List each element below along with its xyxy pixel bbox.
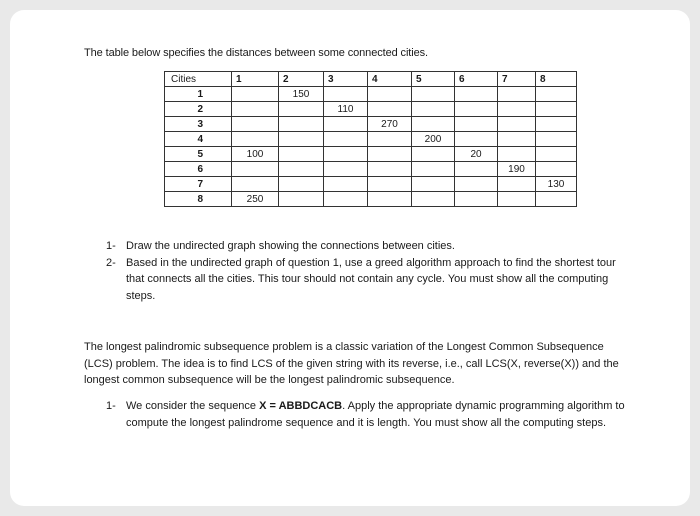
table-cell <box>536 102 577 117</box>
table-cell <box>536 117 577 132</box>
question-text-after: . Apply the appropriate dynamic programming algorithm to compute the longest palindrome sequence and it is length. You must show all the computing steps. <box>126 400 625 429</box>
column-header: 2 <box>279 72 324 87</box>
table-body <box>165 87 577 207</box>
table-cell <box>368 177 412 192</box>
table-cell <box>279 162 324 177</box>
question-number: 1- <box>106 400 116 412</box>
table-cell <box>498 102 536 117</box>
table-cell <box>324 147 368 162</box>
table-cell <box>412 177 455 192</box>
table-cell <box>455 177 498 192</box>
document-page <box>10 10 690 506</box>
table-cell <box>412 192 455 207</box>
table-row <box>165 102 577 117</box>
table-cell <box>324 87 368 102</box>
table-cell <box>324 132 368 147</box>
question-number: 2- <box>106 256 116 269</box>
table-cell <box>232 177 279 192</box>
sequence-value: X = ABBDCACB <box>259 400 343 412</box>
table-cell <box>498 87 536 102</box>
table-cell <box>279 147 324 162</box>
question-number: 1- <box>106 240 116 252</box>
table-row <box>165 87 577 102</box>
column-header: 7 <box>498 72 536 87</box>
row-header: 7 <box>165 177 232 192</box>
graph-questions-list <box>106 238 626 304</box>
table-cell <box>498 132 536 147</box>
table-cell <box>498 147 536 162</box>
table-row <box>165 177 577 192</box>
table-cell <box>536 132 577 147</box>
column-header: 5 <box>412 72 455 87</box>
question-text-before: We consider the sequence <box>126 400 260 412</box>
row-header: 6 <box>165 162 232 177</box>
question-text: Based in the undirected graph of question 1, use a greed algorithm approach to find the shortest tour that connects all the cities. This tour should not contain any cycle. You must show all the computing steps. <box>126 256 616 302</box>
table-cell <box>368 147 412 162</box>
table-row <box>165 132 577 147</box>
table-cell: 200 <box>412 132 455 147</box>
question-item <box>106 255 626 305</box>
table-cell <box>455 117 498 132</box>
table-cell <box>232 87 279 102</box>
table-cell <box>412 87 455 102</box>
row-header: 2 <box>165 102 232 117</box>
table-cell <box>232 132 279 147</box>
table-cell <box>498 117 536 132</box>
table-cell <box>324 177 368 192</box>
table-header-row <box>165 72 577 87</box>
table-cell <box>279 192 324 207</box>
table-cell <box>279 177 324 192</box>
table-cell <box>498 192 536 207</box>
table-cell <box>279 102 324 117</box>
table-cell: 150 <box>279 87 324 102</box>
table-cell <box>232 162 279 177</box>
row-header: 5 <box>165 147 232 162</box>
table-cell <box>455 162 498 177</box>
table-cell <box>455 132 498 147</box>
lps-paragraph: The longest palindromic subsequence problem is a classic variation of the Longest Common Subsequence (LCS) problem. The idea is to find LCS of the given string with its reverse, i.e., call LCS(X, reverse(X)) and the longest common subsequence will be the longest palindromic subsequence. <box>84 341 619 386</box>
table-cell: 20 <box>455 147 498 162</box>
table-cell <box>412 162 455 177</box>
column-header: 4 <box>368 72 412 87</box>
table-cell <box>368 162 412 177</box>
table-cell <box>232 102 279 117</box>
table-cell <box>279 132 324 147</box>
table-cell <box>536 87 577 102</box>
table-row <box>165 147 577 162</box>
table-row <box>165 117 577 132</box>
table-cell <box>412 102 455 117</box>
column-header: 1 <box>232 72 279 87</box>
table-cell <box>279 117 324 132</box>
table-cell <box>232 117 279 132</box>
table-row <box>165 192 577 207</box>
table-cell <box>412 117 455 132</box>
table-cell <box>498 177 536 192</box>
table-cell: 270 <box>368 117 412 132</box>
table-cell <box>455 102 498 117</box>
table-cell <box>455 192 498 207</box>
table-cell <box>368 192 412 207</box>
table-cell <box>412 147 455 162</box>
question-item <box>106 398 626 431</box>
intro-text: The table below specifies the distances between some connected cities. <box>84 47 428 59</box>
row-header: 3 <box>165 117 232 132</box>
table-cell <box>455 87 498 102</box>
table-cell: 190 <box>498 162 536 177</box>
row-header: 4 <box>165 132 232 147</box>
column-header: 3 <box>324 72 368 87</box>
table-cell: 110 <box>324 102 368 117</box>
column-header: 6 <box>455 72 498 87</box>
table-cell: 100 <box>232 147 279 162</box>
table-cell <box>536 192 577 207</box>
table-cell <box>368 132 412 147</box>
row-header: 1 <box>165 87 232 102</box>
table-cell <box>324 117 368 132</box>
table-cell <box>368 87 412 102</box>
table-corner-header: Cities <box>165 72 232 87</box>
row-header: 8 <box>165 192 232 207</box>
table-cell <box>368 102 412 117</box>
table-row <box>165 162 577 177</box>
table-cell <box>324 162 368 177</box>
lps-questions-list <box>106 398 626 431</box>
question-item <box>106 238 626 255</box>
table-cell <box>536 162 577 177</box>
distance-table <box>164 71 577 207</box>
question-text: Draw the undirected graph showing the connections between cities. <box>126 240 455 252</box>
table-cell <box>536 147 577 162</box>
table-cell: 130 <box>536 177 577 192</box>
column-header: 8 <box>536 72 577 87</box>
table-cell <box>324 192 368 207</box>
table-cell: 250 <box>232 192 279 207</box>
